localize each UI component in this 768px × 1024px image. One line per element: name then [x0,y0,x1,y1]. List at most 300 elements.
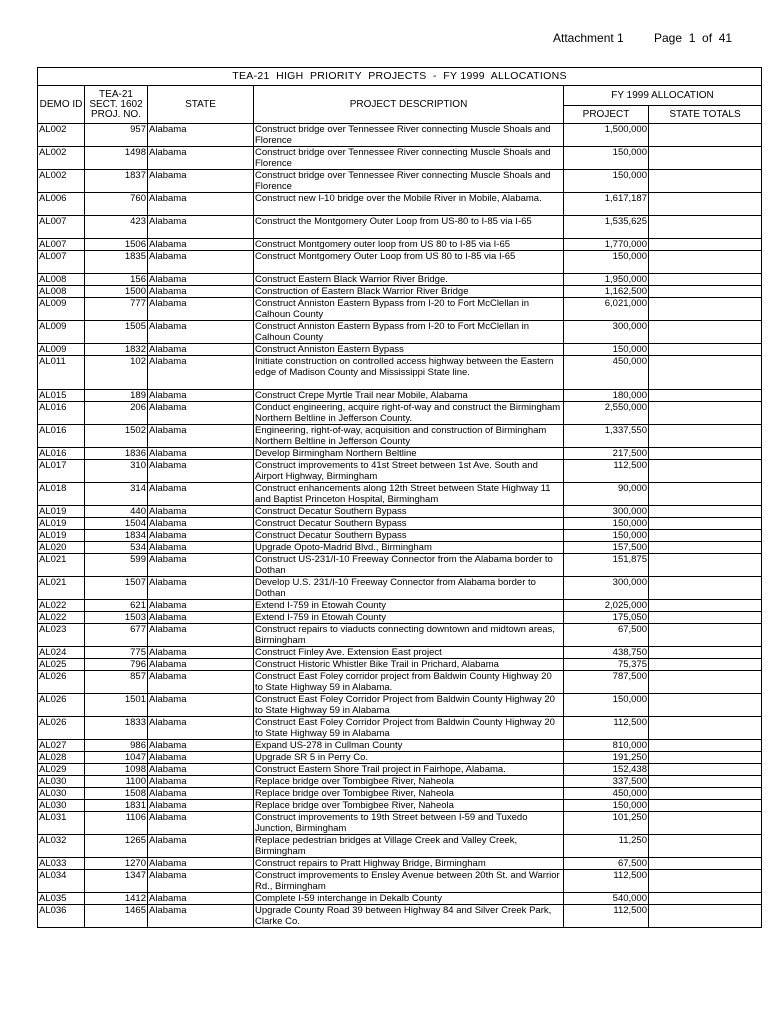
description-cell: Construct Montgomery Outer Loop from US 80 to I-85 via I-65 [254,251,564,274]
description-cell: Replace bridge over Tombigbee River, Naheola [254,776,564,788]
state-total-cell [649,800,762,812]
demo-id-cell: AL025 [38,659,85,671]
attachment-label: Attachment 1 [553,31,624,45]
state-cell: Alabama [148,402,254,425]
proj-no-cell: 1412 [85,893,148,905]
demo-id-cell: AL026 [38,717,85,740]
state-cell: Alabama [148,518,254,530]
proj-no-cell: 1501 [85,694,148,717]
description-cell: Construct Eastern Shore Trail project in Fairhope, Alabama. [254,764,564,776]
project-amount-cell: 152,438 [564,764,649,776]
state-cell: Alabama [148,124,254,147]
description-cell: Construct the Montgomery Outer Loop from US-80 to I-85 via I-65 [254,216,564,239]
proj-no-cell: 1508 [85,788,148,800]
table-row [38,124,762,147]
description-cell: Construct Anniston Eastern Bypass [254,344,564,356]
proj-no-cell: 1265 [85,835,148,858]
demo-id-cell: AL009 [38,298,85,321]
demo-id-cell: AL030 [38,776,85,788]
state-total-cell [649,542,762,554]
proj-no-cell: 621 [85,600,148,612]
state-total-cell [649,788,762,800]
proj-no-cell: 423 [85,216,148,239]
project-amount-cell: 150,000 [564,518,649,530]
demo-id-cell: AL020 [38,542,85,554]
state-cell: Alabama [148,788,254,800]
state-cell: Alabama [148,147,254,170]
table-row [38,612,762,624]
proj-no-cell: 189 [85,390,148,402]
description-cell: Replace pedestrian bridges at Village Creek and Valley Creek, Birmingham [254,835,564,858]
demo-id-cell: AL036 [38,905,85,928]
table-row [38,647,762,659]
proj-no-cell: 1835 [85,251,148,274]
demo-id-cell: AL002 [38,124,85,147]
state-cell: Alabama [148,321,254,344]
state-cell: Alabama [148,239,254,251]
proj-no-cell: 796 [85,659,148,671]
demo-id-cell: AL002 [38,147,85,170]
state-cell: Alabama [148,448,254,460]
state-total-cell [649,905,762,928]
description-cell: Construct Eastern Black Warrior River Bridge. [254,274,564,286]
state-total-cell [649,298,762,321]
project-amount-cell: 300,000 [564,577,649,600]
proj-no-cell: 1504 [85,518,148,530]
col-project-description: PROJECT DESCRIPTION [254,86,564,124]
col-state: STATE [148,86,254,124]
description-cell: Construct improvements to 19th Street between I-59 and Tuxedo Junction, Birmingham [254,812,564,835]
demo-id-cell: AL031 [38,812,85,835]
col-tea21-line3: PROJ. NO. [90,108,141,120]
proj-no-cell: 857 [85,671,148,694]
description-cell: Construct new I-10 bridge over the Mobile River in Mobile, Alabama. [254,193,564,216]
proj-no-cell: 1047 [85,752,148,764]
project-amount-cell: 157,500 [564,542,649,554]
state-cell: Alabama [148,858,254,870]
proj-no-cell: 760 [85,193,148,216]
state-total-cell [649,858,762,870]
state-total-cell [649,776,762,788]
state-cell: Alabama [148,483,254,506]
project-amount-cell: 150,000 [564,170,649,193]
proj-no-cell: 599 [85,554,148,577]
demo-id-cell: AL017 [38,460,85,483]
table-row [38,577,762,600]
state-cell: Alabama [148,356,254,390]
demo-id-cell: AL007 [38,239,85,251]
demo-id-cell: AL018 [38,483,85,506]
col-demo-id: DEMO ID [38,86,85,124]
state-cell: Alabama [148,776,254,788]
project-amount-cell: 300,000 [564,506,649,518]
demo-id-cell: AL019 [38,530,85,542]
project-amount-cell: 1,617,187 [564,193,649,216]
demo-id-cell: AL007 [38,216,85,239]
project-amount-cell: 11,250 [564,835,649,858]
proj-no-cell: 957 [85,124,148,147]
project-amount-cell: 2,550,000 [564,402,649,425]
description-cell: Construct enhancements along 12th Street between State Highway 11 and Baptist Princeton Hospital, Birmingham [254,483,564,506]
state-total-cell [649,147,762,170]
table-row [38,274,762,286]
demo-id-cell: AL008 [38,286,85,298]
demo-id-cell: AL026 [38,671,85,694]
proj-no-cell: 1098 [85,764,148,776]
project-amount-cell: 1,535,625 [564,216,649,239]
description-cell: Construct Decatur Southern Bypass [254,506,564,518]
state-total-cell [649,506,762,518]
table-row [38,776,762,788]
state-total-cell [649,356,762,390]
table-row [38,812,762,835]
state-total-cell [649,239,762,251]
state-total-cell [649,647,762,659]
description-cell: Construct East Foley Corridor Project from Baldwin County Highway 20 to State Highway 59 in Alabama [254,717,564,740]
project-amount-cell: 151,875 [564,554,649,577]
state-cell: Alabama [148,530,254,542]
state-cell: Alabama [148,216,254,239]
state-total-cell [649,694,762,717]
project-amount-cell: 337,500 [564,776,649,788]
demo-id-cell: AL035 [38,893,85,905]
description-cell: Construction of Eastern Black Warrior River Bridge [254,286,564,298]
description-cell: Construct bridge over Tennessee River connecting Muscle Shoals and Florence [254,147,564,170]
state-cell: Alabama [148,344,254,356]
description-cell: Construct Crepe Myrtle Trail near Mobile, Alabama [254,390,564,402]
proj-no-cell: 1503 [85,612,148,624]
demo-id-cell: AL026 [38,694,85,717]
demo-id-cell: AL011 [38,356,85,390]
project-amount-cell: 6,021,000 [564,298,649,321]
table-row [38,752,762,764]
state-total-cell [649,659,762,671]
state-cell: Alabama [148,740,254,752]
col-state-totals: STATE TOTALS [649,106,762,124]
demo-id-cell: AL016 [38,448,85,460]
project-amount-cell: 150,000 [564,694,649,717]
demo-id-cell: AL027 [38,740,85,752]
state-total-cell [649,124,762,147]
description-cell: Upgrade County Road 39 between Highway 84 and Silver Creek Park, Clarke Co. [254,905,564,928]
table-row [38,858,762,870]
project-amount-cell: 150,000 [564,147,649,170]
description-cell: Extend I-759 in Etowah County [254,612,564,624]
demo-id-cell: AL021 [38,577,85,600]
state-total-cell [649,448,762,460]
project-amount-cell: 112,500 [564,905,649,928]
col-tea21-line1: TEA-21 [99,88,133,100]
proj-no-cell: 310 [85,460,148,483]
table-row [38,600,762,612]
state-total-cell [649,740,762,752]
description-cell: Complete I-59 interchange in Dekalb County [254,893,564,905]
allocations-table [37,67,762,928]
state-cell: Alabama [148,624,254,647]
project-amount-cell: 1,337,550 [564,425,649,448]
table-row [38,870,762,893]
table-row [38,425,762,448]
proj-no-cell: 777 [85,298,148,321]
table-row [38,788,762,800]
description-cell: Develop Birmingham Northern Beltline [254,448,564,460]
proj-no-cell: 314 [85,483,148,506]
table-row [38,344,762,356]
state-total-cell [649,274,762,286]
description-cell: Construct repairs to viaducts connecting downtown and midtown areas, Birmingham [254,624,564,647]
state-total-cell [649,835,762,858]
demo-id-cell: AL022 [38,612,85,624]
demo-id-cell: AL016 [38,402,85,425]
proj-no-cell: 206 [85,402,148,425]
col-tea21-proj-no [85,86,148,124]
state-cell: Alabama [148,170,254,193]
project-amount-cell: 90,000 [564,483,649,506]
proj-no-cell: 1465 [85,905,148,928]
demo-id-cell: AL030 [38,800,85,812]
table-body [38,124,762,928]
demo-id-cell: AL029 [38,764,85,776]
demo-id-cell: AL022 [38,600,85,612]
demo-id-cell: AL008 [38,274,85,286]
state-cell: Alabama [148,812,254,835]
proj-no-cell: 1836 [85,448,148,460]
description-cell: Develop U.S. 231/I-10 Freeway Connector from Alabama border to Dothan [254,577,564,600]
table-row [38,905,762,928]
state-total-cell [649,321,762,344]
demo-id-cell: AL024 [38,647,85,659]
state-cell: Alabama [148,274,254,286]
table-row [38,659,762,671]
table-row [38,835,762,858]
description-cell: Upgrade SR 5 in Perry Co. [254,752,564,764]
proj-no-cell: 1507 [85,577,148,600]
project-amount-cell: 112,500 [564,870,649,893]
proj-no-cell: 1502 [85,425,148,448]
demo-id-cell: AL021 [38,554,85,577]
project-amount-cell: 450,000 [564,788,649,800]
description-cell: Construct bridge over Tennessee River connecting Muscle Shoals and Florence [254,170,564,193]
table-row [38,390,762,402]
description-cell: Expand US-278 in Cullman County [254,740,564,752]
table-row [38,251,762,274]
project-amount-cell: 150,000 [564,530,649,542]
table-row [38,506,762,518]
project-amount-cell: 1,500,000 [564,124,649,147]
table-row [38,671,762,694]
demo-id-cell: AL034 [38,870,85,893]
state-cell: Alabama [148,425,254,448]
table-row [38,717,762,740]
proj-no-cell: 1831 [85,800,148,812]
proj-no-cell: 1500 [85,286,148,298]
table-row [38,518,762,530]
description-cell: Construct East Foley Corridor Project from Baldwin County Highway 20 to State Highway 59 in Alabama [254,694,564,717]
description-cell: Construct improvements to 41st Street between 1st Ave. South and Airport Highway, Birmingham [254,460,564,483]
table-row [38,321,762,344]
demo-id-cell: AL019 [38,506,85,518]
state-total-cell [649,402,762,425]
state-cell: Alabama [148,460,254,483]
state-cell: Alabama [148,554,254,577]
demo-id-cell: AL032 [38,835,85,858]
demo-id-cell: AL028 [38,752,85,764]
state-cell: Alabama [148,764,254,776]
state-cell: Alabama [148,390,254,402]
description-cell: Replace bridge over Tombigbee River, Naheola [254,788,564,800]
project-amount-cell: 191,250 [564,752,649,764]
proj-no-cell: 1834 [85,530,148,542]
demo-id-cell: AL030 [38,788,85,800]
demo-id-cell: AL002 [38,170,85,193]
table-row [38,298,762,321]
state-total-cell [649,812,762,835]
project-amount-cell: 1,162,500 [564,286,649,298]
page-indicator: Page 1 of 41 [654,31,733,45]
project-amount-cell: 150,000 [564,251,649,274]
demo-id-cell: AL009 [38,321,85,344]
state-cell: Alabama [148,800,254,812]
state-total-cell [649,193,762,216]
col-project: PROJECT [564,106,649,124]
proj-no-cell: 1832 [85,344,148,356]
table-row [38,448,762,460]
state-total-cell [649,893,762,905]
project-amount-cell: 1,770,000 [564,239,649,251]
state-cell: Alabama [148,193,254,216]
state-total-cell [649,530,762,542]
state-total-cell [649,764,762,776]
demo-id-cell: AL006 [38,193,85,216]
proj-no-cell: 1100 [85,776,148,788]
col-fy1999-allocation: FY 1999 ALLOCATION [564,86,762,106]
table-row [38,554,762,577]
state-cell: Alabama [148,671,254,694]
project-amount-cell: 540,000 [564,893,649,905]
state-total-cell [649,752,762,764]
table-row [38,624,762,647]
state-total-cell [649,554,762,577]
table-row [38,483,762,506]
state-total-cell [649,483,762,506]
project-amount-cell: 438,750 [564,647,649,659]
description-cell: Construct US-231/I-10 Freeway Connector from the Alabama border to Dothan [254,554,564,577]
demo-id-cell: AL019 [38,518,85,530]
state-total-cell [649,600,762,612]
description-cell: Replace bridge over Tombigbee River, Naheola [254,800,564,812]
description-cell: Initiate construction on controlled access highway between the Eastern edge of Madison County and Mississippi State line. [254,356,564,390]
state-cell: Alabama [148,835,254,858]
proj-no-cell: 156 [85,274,148,286]
table-row [38,694,762,717]
project-amount-cell: 810,000 [564,740,649,752]
state-total-cell [649,870,762,893]
demo-id-cell: AL009 [38,344,85,356]
proj-no-cell: 1498 [85,147,148,170]
proj-no-cell: 440 [85,506,148,518]
state-total-cell [649,671,762,694]
table-title: TEA-21 HIGH PRIORITY PROJECTS - FY 1999 ALLOCATIONS [38,68,762,86]
description-cell: Engineering, right-of-way, acquisition and construction of Birmingham Northern Beltline in Jefferson County [254,425,564,448]
proj-no-cell: 1347 [85,870,148,893]
state-total-cell [649,390,762,402]
state-total-cell [649,717,762,740]
state-total-cell [649,425,762,448]
state-cell: Alabama [148,694,254,717]
table-row [38,542,762,554]
description-cell: Construct improvements to Ensley Avenue between 20th St. and Warrior Rd., Birmingham [254,870,564,893]
description-cell: Extend I-759 in Etowah County [254,600,564,612]
state-total-cell [649,344,762,356]
proj-no-cell: 1837 [85,170,148,193]
state-cell: Alabama [148,506,254,518]
table-row [38,193,762,216]
table-row [38,216,762,239]
table-row [38,460,762,483]
project-amount-cell: 300,000 [564,321,649,344]
project-amount-cell: 180,000 [564,390,649,402]
description-cell: Construct Montgomery outer loop from US 80 to I-85 via I-65 [254,239,564,251]
proj-no-cell: 1106 [85,812,148,835]
proj-no-cell: 102 [85,356,148,390]
state-cell: Alabama [148,659,254,671]
state-total-cell [649,286,762,298]
state-total-cell [649,251,762,274]
description-cell: Construct repairs to Pratt Highway Bridge, Birmingham [254,858,564,870]
state-cell: Alabama [148,717,254,740]
state-cell: Alabama [148,251,254,274]
state-total-cell [649,460,762,483]
table-row [38,740,762,752]
state-cell: Alabama [148,542,254,554]
state-cell: Alabama [148,577,254,600]
proj-no-cell: 1506 [85,239,148,251]
proj-no-cell: 775 [85,647,148,659]
description-cell: Construct Decatur Southern Bypass [254,518,564,530]
project-amount-cell: 67,500 [564,624,649,647]
description-cell: Construct Finley Ave. Extension East project [254,647,564,659]
description-cell: Construct bridge over Tennessee River connecting Muscle Shoals and Florence [254,124,564,147]
state-cell: Alabama [148,298,254,321]
table-row [38,147,762,170]
state-total-cell [649,216,762,239]
project-amount-cell: 67,500 [564,858,649,870]
table-row [38,402,762,425]
project-amount-cell: 787,500 [564,671,649,694]
state-cell: Alabama [148,870,254,893]
state-total-cell [649,170,762,193]
project-amount-cell: 217,500 [564,448,649,460]
description-cell: Upgrade Opoto-Madrid Blvd., Birmingham [254,542,564,554]
table-row [38,764,762,776]
state-cell: Alabama [148,647,254,659]
proj-no-cell: 677 [85,624,148,647]
table-row [38,893,762,905]
table-row [38,170,762,193]
proj-no-cell: 986 [85,740,148,752]
state-total-cell [649,518,762,530]
table-row [38,530,762,542]
state-cell: Alabama [148,752,254,764]
project-amount-cell: 1,950,000 [564,274,649,286]
project-amount-cell: 150,000 [564,800,649,812]
description-cell: Construct Decatur Southern Bypass [254,530,564,542]
project-amount-cell: 2,025,000 [564,600,649,612]
project-amount-cell: 112,500 [564,717,649,740]
state-cell: Alabama [148,612,254,624]
description-cell: Construct East Foley corridor project from Baldwin County Highway 20 to State Highway 59 in Alabama. [254,671,564,694]
proj-no-cell: 1833 [85,717,148,740]
